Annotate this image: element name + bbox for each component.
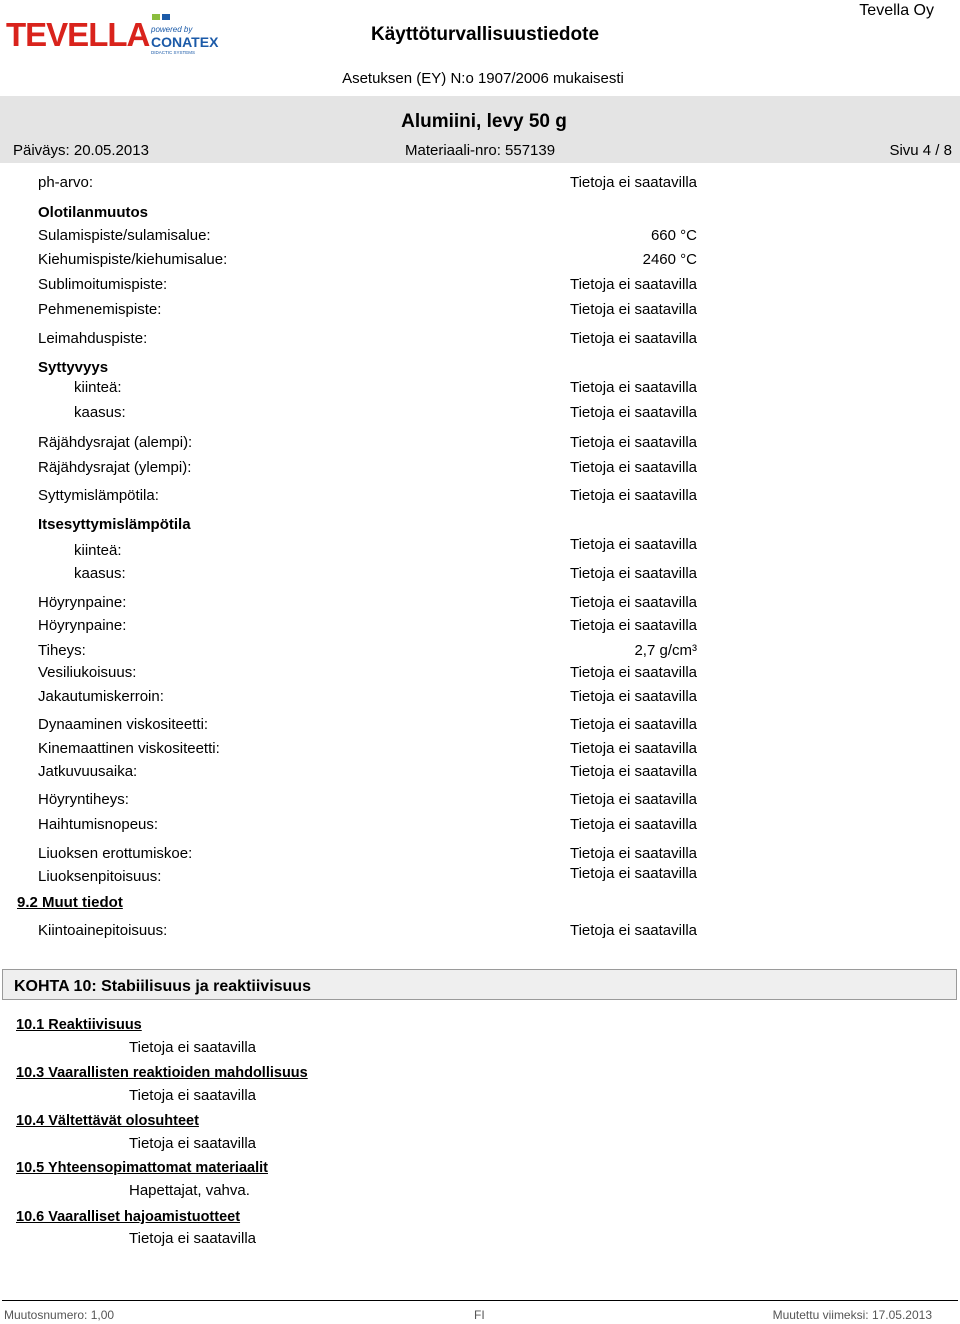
logo-square-icon [162, 14, 170, 20]
property-label: Haihtumisnopeus: [38, 816, 159, 833]
property-value: 660 °C [650, 227, 697, 244]
property-label: Kinemaattinen viskositeetti: [38, 740, 220, 757]
property-value: Tietoja ei saatavilla [569, 536, 697, 553]
property-label: Leimahduspiste: [38, 330, 148, 347]
subsection-heading: 10.3 Vaarallisten reaktioiden mahdollisuus [16, 1065, 308, 1081]
subsection-text: Tietoja ei saatavilla [129, 1039, 257, 1056]
property-label: Syttymislämpötila: [38, 487, 159, 504]
footer-divider [2, 1300, 958, 1301]
issue-date: Päiväys: 20.05.2013 [13, 142, 149, 159]
subsection-text: Hapettajat, vahva. [129, 1182, 250, 1199]
property-label: kaasus: [74, 565, 126, 582]
property-value: Tietoja ei saatavilla [569, 664, 697, 681]
material-number: Materiaali-nro: 557139 [405, 142, 556, 159]
property-label: Dynaaminen viskositeetti: [38, 716, 209, 733]
property-label: Kiintoainepitoisuus: [38, 922, 168, 939]
property-value: 2460 °C [642, 251, 697, 268]
language-code: FI [474, 1308, 485, 1322]
property-value: 2,7 g/cm³ [634, 642, 697, 659]
last-modified: Muutettu viimeksi: 17.05.2013 [772, 1308, 932, 1322]
property-label: kiinteä: [74, 542, 122, 559]
property-value: Tietoja ei saatavilla [569, 688, 697, 705]
property-label: Pehmenemispiste: [38, 301, 162, 318]
property-label: Jatkuvuusaika: [38, 763, 138, 780]
property-label: Höyrynpaine: [38, 594, 127, 611]
property-value: Tietoja ei saatavilla [569, 922, 697, 939]
property-value: Tietoja ei saatavilla [569, 174, 697, 191]
logo-tagline: DIDACTIC SYSTEMS [151, 50, 196, 55]
property-value: Tietoja ei saatavilla [569, 617, 697, 634]
property-value: Tietoja ei saatavilla [569, 845, 697, 862]
document-title: Käyttöturvallisuustiedote [370, 24, 600, 45]
property-value: Tietoja ei saatavilla [569, 487, 697, 504]
property-label: Liuoksenpitoisuus: [38, 868, 162, 885]
property-value: Tietoja ei saatavilla [569, 865, 697, 882]
product-name: Alumiini, levy 50 g [401, 111, 567, 132]
property-label: Jakautumiskerroin: [38, 688, 164, 705]
property-value: Tietoja ei saatavilla [569, 791, 697, 808]
subsection-text: Tietoja ei saatavilla [129, 1135, 257, 1152]
property-value: Tietoja ei saatavilla [569, 763, 697, 780]
section-title: KOHTA 10: Stabiilisuus ja reaktiivisuus [14, 978, 311, 995]
logo-partner: CONATEX [151, 34, 219, 50]
property-label: ph-arvo: [38, 174, 94, 191]
subsection-heading: 10.6 Vaaralliset hajoamistuotteet [16, 1209, 241, 1225]
subheading-other-info: 9.2 Muut tiedot [17, 894, 123, 911]
subheading-autoignition: Itsesyttymislämpötila [38, 516, 191, 533]
property-label: Vesiliukoisuus: [38, 664, 137, 681]
logo-powered-by: powered by [151, 25, 193, 34]
logo-wordmark: TEVELLA [6, 16, 150, 53]
page-number: Sivu 4 / 8 [889, 142, 952, 159]
property-value: Tietoja ei saatavilla [569, 276, 697, 293]
property-label: kiinteä: [74, 379, 122, 396]
property-label: Tiheys: [38, 642, 86, 659]
subheading-state-change: Olotilanmuutos [38, 204, 148, 221]
property-label: Liuoksen erottumiskoe: [38, 845, 193, 862]
property-label: Räjähdysrajat (ylempi): [38, 459, 192, 476]
property-label: Räjähdysrajat (alempi): [38, 434, 193, 451]
revision-number: Muutosnumero: 1,00 [4, 1308, 115, 1322]
property-value: Tietoja ei saatavilla [569, 816, 697, 833]
property-value: Tietoja ei saatavilla [569, 404, 697, 421]
property-label: kaasus: [74, 404, 126, 421]
property-value: Tietoja ei saatavilla [569, 379, 697, 396]
subsection-text: Tietoja ei saatavilla [129, 1230, 257, 1247]
subsection-heading: 10.4 Vältettävät olosuhteet [16, 1113, 199, 1129]
property-value: Tietoja ei saatavilla [569, 330, 697, 347]
property-value: Tietoja ei saatavilla [569, 434, 697, 451]
property-label: Sulamispiste/sulamisalue: [38, 227, 211, 244]
logo-square-icon [152, 14, 160, 20]
property-value: Tietoja ei saatavilla [569, 301, 697, 318]
property-value: Tietoja ei saatavilla [569, 594, 697, 611]
property-label: Sublimoitumispiste: [38, 276, 168, 293]
property-label: Höyrynpaine: [38, 617, 127, 634]
subheading-flammability: Syttyvyys [38, 359, 109, 376]
subsection-heading: 10.5 Yhteensopimattomat materiaalit [16, 1160, 268, 1176]
company-name: Tevella Oy [859, 2, 934, 19]
property-value: Tietoja ei saatavilla [569, 565, 697, 582]
subsection-text: Tietoja ei saatavilla [129, 1087, 257, 1104]
property-value: Tietoja ei saatavilla [569, 716, 697, 733]
property-label: Kiehumispiste/kiehumisalue: [38, 251, 228, 268]
regulation-line: Asetuksen (EY) N:o 1907/2006 mukaisesti [342, 70, 624, 87]
subsection-heading: 10.1 Reaktiivisuus [16, 1017, 142, 1033]
property-value: Tietoja ei saatavilla [569, 740, 697, 757]
property-label: Höyryntiheys: [38, 791, 129, 808]
property-value: Tietoja ei saatavilla [569, 459, 697, 476]
